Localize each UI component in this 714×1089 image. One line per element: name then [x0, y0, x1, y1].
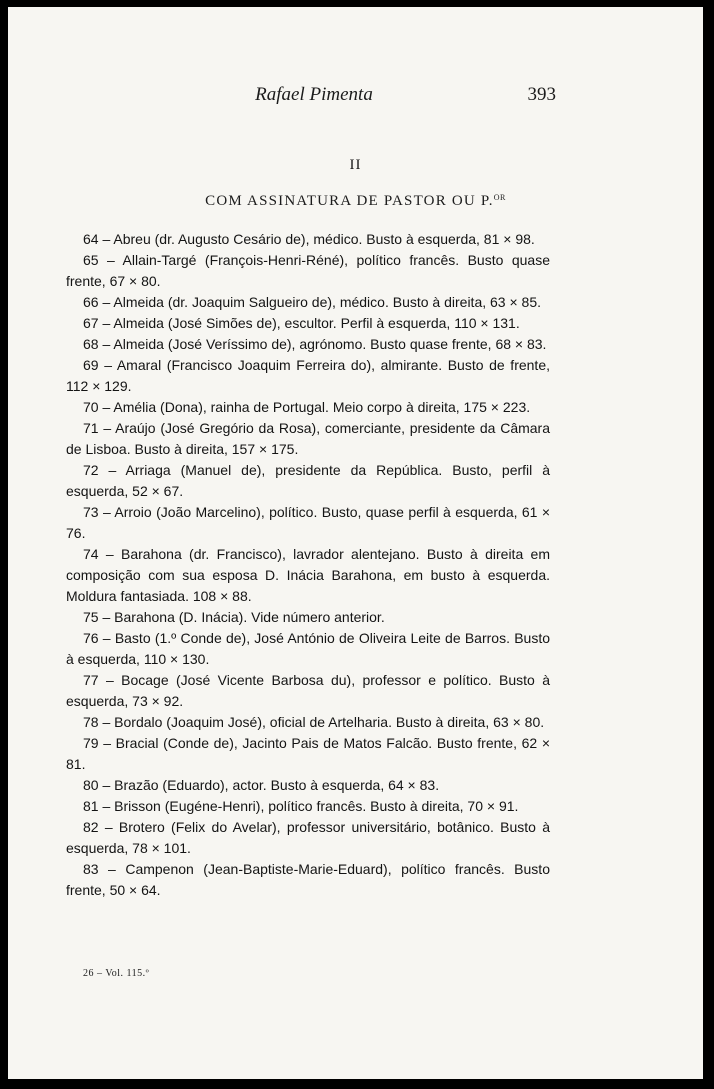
section-title-text: COM ASSINATURA DE PASTOR OU P.	[205, 193, 494, 209]
catalog-entry: 72 – Arriaga (Manuel de), presidente da República. Busto, perfil à esquerda, 52 × 67.	[66, 462, 551, 499]
page-number: 393	[527, 84, 556, 105]
catalog-entry: 82 – Brotero (Felix do Avelar), professor universitário, botânico. Busto à esquerda, 78 × 101.	[66, 819, 550, 856]
entry-text: Bordalo (Joaquim José), oficial de Artelharia. Busto à direita, 63 × 80.	[114, 714, 545, 730]
entry-number: 71	[83, 420, 99, 436]
entry-number: 83	[83, 861, 99, 877]
entry-number: 80	[83, 777, 99, 793]
entry-number: 81	[83, 798, 99, 814]
entry-number: 66	[83, 294, 99, 310]
entry-number: 73	[83, 504, 99, 520]
entry-text: Campenon (Jean-Baptiste-Marie-Eduard), político francês. Busto frente, 50 × 64.	[66, 861, 550, 898]
entry-number: 74	[83, 546, 99, 562]
entry-text: Bocage (José Vicente Barbosa du), professor e político. Busto à esquerda, 73 × 92.	[66, 672, 550, 709]
catalog-entry: 66 – Almeida (dr. Joaquim Salgueiro de), médico. Busto à direita, 63 × 85.	[83, 294, 541, 310]
catalog-entry: 75 – Barahona (D. Inácia). Vide número anterior.	[83, 609, 385, 625]
entry-number: 76	[83, 630, 99, 646]
catalog-entry: 69 – Amaral (Francisco Joaquim Ferreira do), almirante. Busto de frente, 112 × 129.	[66, 357, 551, 394]
entry-number: 82	[83, 819, 99, 835]
entry-text: Almeida (José Veríssimo de), agrónomo. Busto quase frente, 68 × 83.	[113, 336, 547, 352]
catalog-entry: 71 – Araújo (José Gregório da Rosa), comerciante, presidente da Câmara de Lisboa. Busto à direita, 157 × 175.	[66, 420, 551, 457]
section-number: II	[349, 157, 362, 173]
entry-number: 64	[83, 231, 99, 247]
page-header	[72, 84, 556, 110]
entry-text: Araújo (José Gregório da Rosa), comerciante, presidente da Câmara de Lisboa. Busto à direita, 157 × 175.	[66, 420, 551, 457]
entry-text: Amaral (Francisco Joaquim Ferreira do), almirante. Busto de frente, 112 × 129.	[66, 357, 551, 394]
entry-number: 78	[83, 714, 99, 730]
entry-number: 72	[83, 462, 99, 478]
entry-number: 69	[83, 357, 99, 373]
catalog-entry: 65 – Allain-Targé (François-Henri-Réné), político francês. Busto quase frente, 67 × 80.	[66, 252, 550, 289]
entry-text: Basto (1.º Conde de), José António de Oliveira Leite de Barros. Busto à esquerda, 110 × 130.	[66, 630, 550, 667]
entry-text: Almeida (dr. Joaquim Salgueiro de), médico. Busto à direita, 63 × 85.	[113, 294, 541, 310]
catalog-entry: 77 – Bocage (José Vicente Barbosa du), professor e político. Busto à esquerda, 73 × 92.	[66, 672, 550, 709]
entry-number: 68	[83, 336, 99, 352]
catalog-entry: 78 – Bordalo (Joaquim José), oficial de Artelharia. Busto à direita, 63 × 80.	[83, 714, 545, 730]
entry-number: 75	[83, 609, 99, 625]
catalog-entry: 67 – Almeida (José Simões de), escultor. Perfil à esquerda, 110 × 131.	[83, 315, 520, 331]
entry-text: Barahona (dr. Francisco), lavrador alentejano. Busto à direita em composição com sua esposa D. Inácia Barahona, em busto à esquerda. Moldura fantasiada. 108 × 88.	[66, 546, 550, 604]
catalog-entry: 70 – Amélia (Dona), rainha de Portugal. Meio corpo à direita, 175 × 223.	[83, 399, 531, 415]
catalog-entries	[66, 229, 550, 901]
entry-text: Arriaga (Manuel de), presidente da República. Busto, perfil à esquerda, 52 × 67.	[66, 462, 551, 499]
entry-number: 79	[83, 735, 99, 751]
entry-number: 77	[83, 672, 99, 688]
catalog-entry: 64 – Abreu (dr. Augusto Cesário de), médico. Busto à esquerda, 81 × 98.	[83, 231, 535, 247]
entry-number: 70	[83, 399, 99, 415]
entry-text: Barahona (D. Inácia). Vide número anterior.	[114, 609, 385, 625]
entry-text: Brisson (Eugéne-Henri), político francês. Busto à direita, 70 × 91.	[114, 798, 519, 814]
entry-text: Bracial (Conde de), Jacinto Pais de Matos Falcão. Busto frente, 62 × 81.	[66, 735, 550, 772]
catalog-entry: 83 – Campenon (Jean-Baptiste-Marie-Eduard), político francês. Busto frente, 50 × 64.	[66, 861, 550, 898]
entry-text: Allain-Targé (François-Henri-Réné), político francês. Busto quase frente, 67 × 80.	[66, 252, 550, 289]
section-title-superscript: OR	[493, 193, 506, 202]
entry-text: Brazão (Eduardo), actor. Busto à esquerda, 64 × 83.	[114, 777, 440, 793]
entry-text: Brotero (Felix do Avelar), professor universitário, botânico. Busto à esquerda, 78 × 101.	[66, 819, 550, 856]
catalog-entry: 68 – Almeida (José Veríssimo de), agrónomo. Busto quase frente, 68 × 83.	[83, 336, 547, 352]
entry-text: Abreu (dr. Augusto Cesário de), médico. Busto à esquerda, 81 × 98.	[113, 231, 535, 247]
catalog-entry: 81 – Brisson (Eugéne-Henri), político francês. Busto à direita, 70 × 91.	[83, 798, 519, 814]
catalog-entry: 80 – Brazão (Eduardo), actor. Busto à esquerda, 64 × 83.	[83, 777, 440, 793]
catalog-entry: 76 – Basto (1.º Conde de), José António de Oliveira Leite de Barros. Busto à esquerda, 110 × 130.	[66, 630, 550, 667]
entry-number: 67	[83, 315, 99, 331]
catalog-entry: 74 – Barahona (dr. Francisco), lavrador alentejano. Busto à direita em composição com sua esposa D. Inácia Barahona, em busto à esquerda. Moldura fantasiada. 108 × 88.	[66, 546, 550, 604]
printer-signature: 26 – Vol. 115.º	[83, 968, 150, 979]
entry-text: Amélia (Dona), rainha de Portugal. Meio corpo à direita, 175 × 223.	[113, 399, 531, 415]
catalog-entry: 73 – Arroio (João Marcelino), político. Busto, quase perfil à esquerda, 61 × 76.	[66, 504, 551, 541]
entry-text: Almeida (José Simões de), escultor. Perfil à esquerda, 110 × 131.	[113, 315, 520, 331]
running-head: Rafael Pimenta	[255, 84, 373, 105]
section-title	[8, 193, 703, 210]
catalog-entry: 79 – Bracial (Conde de), Jacinto Pais de Matos Falcão. Busto frente, 62 × 81.	[66, 735, 550, 772]
book-page	[8, 7, 703, 1079]
entry-text: Arroio (João Marcelino), político. Busto, quase perfil à esquerda, 61 × 76.	[66, 504, 551, 541]
entry-number: 65	[83, 252, 99, 268]
